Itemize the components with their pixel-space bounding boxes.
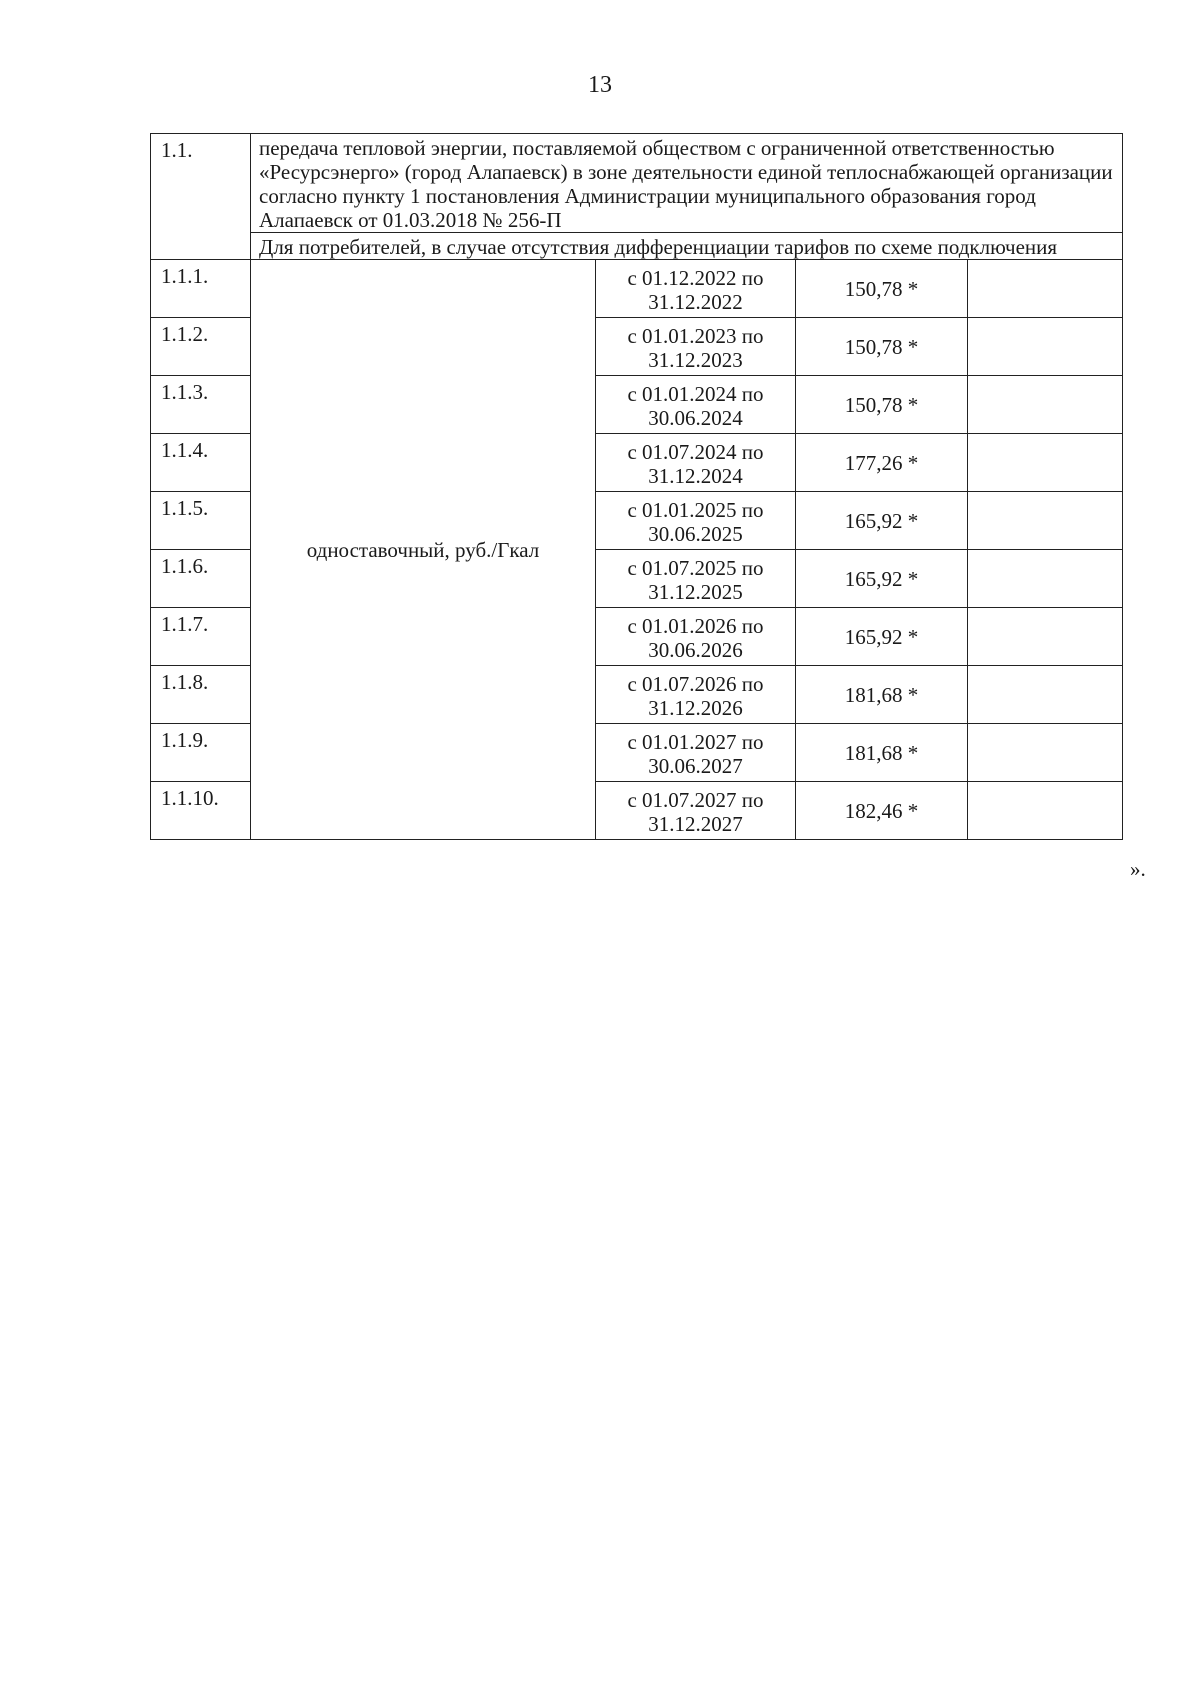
period-from: с 01.01.2027 по	[627, 729, 764, 754]
tariff-value: 182,46 *	[796, 782, 968, 840]
tariff-value: 165,92 *	[796, 608, 968, 666]
period-cell	[596, 608, 796, 666]
row-number: 1.1.2.	[151, 318, 251, 376]
period-to: 30.06.2024	[648, 405, 743, 430]
tariff-value: 165,92 *	[796, 492, 968, 550]
empty-cell	[968, 318, 1123, 376]
row-number: 1.1.1.	[151, 260, 251, 318]
row-number: 1.1.4.	[151, 434, 251, 492]
tariff-value: 165,92 *	[796, 550, 968, 608]
section-description: передача тепловой энергии, поставляемой обществом с ограниченной ответственностью «Ресурсэнерго» (город Алапаевск) в зоне деятельности единой теплоснабжающей организации согласно пункту 1 постановления Администрации муниципального образования город Алапаевск от 01.03.2018 № 256-П	[251, 134, 1123, 233]
tariff-value: 177,26 *	[796, 434, 968, 492]
period-from: с 01.01.2025 по	[627, 497, 764, 522]
period-cell	[596, 318, 796, 376]
period-from: с 01.01.2026 по	[627, 613, 764, 638]
empty-cell	[968, 492, 1123, 550]
section-header-row	[151, 134, 1123, 233]
period-from: с 01.01.2023 по	[627, 323, 764, 348]
empty-cell	[968, 260, 1123, 318]
period-to: 30.06.2026	[648, 637, 743, 662]
period-cell	[596, 550, 796, 608]
tariff-value: 181,68 *	[796, 666, 968, 724]
page-number: 13	[588, 72, 612, 98]
period-from: с 01.07.2025 по	[627, 555, 764, 580]
row-number: 1.1.8.	[151, 666, 251, 724]
consumers-note: Для потребителей, в случае отсутствия дифференциации тарифов по схеме подключения	[251, 233, 1123, 260]
period-cell	[596, 376, 796, 434]
period-to: 31.12.2027	[648, 811, 743, 836]
tariff-value: 150,78 *	[796, 376, 968, 434]
section-number: 1.1.	[151, 134, 251, 260]
period-to: 31.12.2023	[648, 347, 743, 372]
empty-cell	[968, 550, 1123, 608]
period-to: 31.12.2024	[648, 463, 743, 488]
tariff-table	[150, 133, 1123, 840]
period-cell	[596, 434, 796, 492]
rate-type: одноставочный, руб./Гкал	[251, 260, 596, 840]
period-to: 31.12.2022	[648, 289, 743, 314]
period-from: с 01.07.2026 по	[627, 671, 764, 696]
row-number: 1.1.10.	[151, 782, 251, 840]
empty-cell	[968, 782, 1123, 840]
period-cell	[596, 724, 796, 782]
period-from: с 01.07.2024 по	[627, 439, 764, 464]
period-from: с 01.07.2027 по	[627, 787, 764, 812]
period-to: 30.06.2025	[648, 521, 743, 546]
period-cell	[596, 666, 796, 724]
period-from: с 01.12.2022 по	[627, 265, 764, 290]
period-cell	[596, 782, 796, 840]
table-row	[151, 260, 1123, 318]
empty-cell	[968, 724, 1123, 782]
period-to: 30.06.2027	[648, 753, 743, 778]
empty-cell	[968, 376, 1123, 434]
row-number: 1.1.6.	[151, 550, 251, 608]
empty-cell	[968, 666, 1123, 724]
empty-cell	[968, 434, 1123, 492]
empty-cell	[968, 608, 1123, 666]
tariff-value: 150,78 *	[796, 260, 968, 318]
tariff-value: 150,78 *	[796, 318, 968, 376]
consumers-row	[151, 233, 1123, 260]
period-cell	[596, 492, 796, 550]
row-number: 1.1.3.	[151, 376, 251, 434]
period-to: 31.12.2026	[648, 695, 743, 720]
period-to: 31.12.2025	[648, 579, 743, 604]
row-number: 1.1.9.	[151, 724, 251, 782]
row-number: 1.1.5.	[151, 492, 251, 550]
row-number: 1.1.7.	[151, 608, 251, 666]
period-cell	[596, 260, 796, 318]
closing-quote-mark: ».	[1130, 857, 1146, 881]
period-from: с 01.01.2024 по	[627, 381, 764, 406]
tariff-value: 181,68 *	[796, 724, 968, 782]
